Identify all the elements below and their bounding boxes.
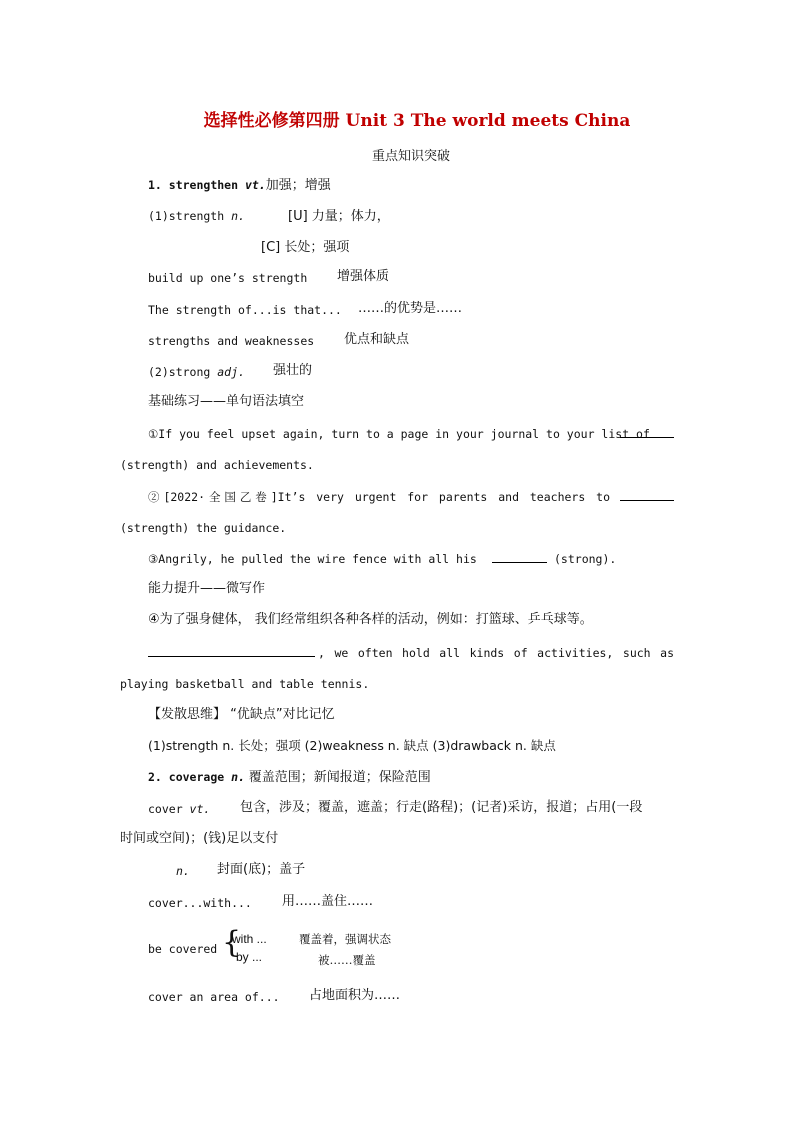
answer-blank[interactable] bbox=[492, 550, 547, 563]
entry-number: 1. bbox=[148, 178, 169, 192]
question-4-cont: playing basketball and table tennis. bbox=[120, 677, 370, 691]
question-text: ②[2022·全国乙卷]It’s very urgent for parents and teachers to bbox=[148, 490, 610, 504]
sense-pos: adj. bbox=[217, 365, 245, 379]
entry-word: coverage bbox=[168, 770, 225, 784]
sense-strength-u bbox=[288, 207, 390, 226]
ability-heading: 能力提升——微写作 bbox=[148, 581, 266, 596]
sense-pos: vt. bbox=[189, 802, 211, 816]
phrase-en: build up one’s strength bbox=[148, 271, 308, 285]
phrase-by-cn: 被……覆盖 bbox=[318, 953, 376, 967]
phrase-en: cover an area of... bbox=[148, 990, 280, 1004]
phrase-with: with ... bbox=[232, 932, 267, 946]
entry-strengthen bbox=[148, 176, 331, 195]
entry-meaning: 加强；增强 bbox=[265, 178, 331, 193]
answer-blank[interactable] bbox=[620, 488, 674, 501]
phrase-cn: 优点和缺点 bbox=[344, 332, 410, 347]
question-3 bbox=[148, 550, 477, 568]
entry-meaning: 覆盖范围；新闻报道；保险范围 bbox=[248, 770, 431, 785]
sense-pos: n. bbox=[176, 864, 190, 878]
sense-meaning-u: [U] 力量；体力， bbox=[288, 209, 390, 224]
question-2 bbox=[148, 488, 610, 506]
entry-number: 2. bbox=[148, 770, 169, 784]
entry-word: strengthen bbox=[168, 178, 239, 192]
sense-cover-vt bbox=[148, 800, 210, 818]
page-title: 选择性必修第四册 Unit 3 The world meets China bbox=[203, 111, 631, 131]
sense-meaning-cont: 时间或空间)；(钱)足以支付 bbox=[120, 831, 279, 846]
entry-pos: n. bbox=[224, 770, 245, 784]
phrase-cn: ……的优势是…… bbox=[358, 301, 463, 316]
sense-word: (1)strength bbox=[148, 209, 232, 223]
question-text: ①If you feel upset again, turn to a page in your journal to your list of bbox=[148, 427, 650, 441]
answer-blank[interactable] bbox=[620, 425, 674, 438]
question-text: ③Angrily, he pulled the wire fence with all his bbox=[148, 552, 477, 566]
phrase-cn: 用……盖住…… bbox=[282, 894, 374, 909]
sense-word: (2)strong bbox=[148, 365, 218, 379]
phrase-en: strengths and weaknesses bbox=[148, 334, 315, 348]
think-heading: 【发散思维】 “优缺点”对比记忆 bbox=[148, 707, 335, 722]
entry-pos: vt. bbox=[238, 178, 266, 192]
entry-coverage bbox=[148, 768, 431, 787]
question-3-hint: (strong). bbox=[554, 552, 617, 566]
sense-strength-c bbox=[261, 238, 349, 257]
page-subtitle: 重点知识突破 bbox=[371, 149, 450, 164]
question-4-en bbox=[318, 644, 674, 662]
phrase-cn: 占地面积为…… bbox=[309, 988, 401, 1003]
brace-icon: { bbox=[222, 925, 242, 960]
question-1-cont: (strength) and achievements. bbox=[120, 458, 314, 472]
question-1 bbox=[148, 425, 650, 443]
sense-meaning: 包含，涉及；覆盖，遮盖；行走(路程)；(记者)采访，报道；占用(一段 bbox=[240, 800, 643, 815]
phrase-cn: 增强体质 bbox=[337, 269, 390, 284]
phrase-with-cn: 覆盖着，强调状态 bbox=[299, 932, 391, 946]
phrase-be-covered: be covered bbox=[148, 942, 218, 956]
sense-pos: n. bbox=[231, 209, 245, 223]
question-2-cont: (strength) the guidance. bbox=[120, 521, 287, 535]
exercise-heading: 基础练习——单句语法填空 bbox=[148, 394, 305, 409]
sense-meaning: 强壮的 bbox=[273, 363, 313, 378]
phrase-by: by ... bbox=[236, 950, 263, 964]
sense-word: cover bbox=[148, 802, 190, 816]
question-4: ④为了强身健体， 我们经常组织各种各样的活动，例如：打篮球、乒乓球等。 bbox=[148, 612, 593, 627]
phrase-en: The strength of...is that... bbox=[148, 303, 342, 317]
sense-strength-n bbox=[148, 207, 245, 225]
sense-strong-adj bbox=[148, 363, 245, 381]
question-text: , we often hold all kinds of activities, such as bbox=[318, 646, 674, 660]
phrase-en: cover...with... bbox=[148, 896, 252, 910]
sense-meaning-c: [C] 长处；强项 bbox=[261, 240, 350, 255]
sense-meaning: 封面(底)；盖子 bbox=[217, 862, 306, 877]
answer-blank[interactable] bbox=[148, 644, 315, 657]
think-line: (1)strength n. 长处；强项 (2)weakness n. 缺点 (3)drawback n. 缺点 bbox=[148, 738, 556, 753]
